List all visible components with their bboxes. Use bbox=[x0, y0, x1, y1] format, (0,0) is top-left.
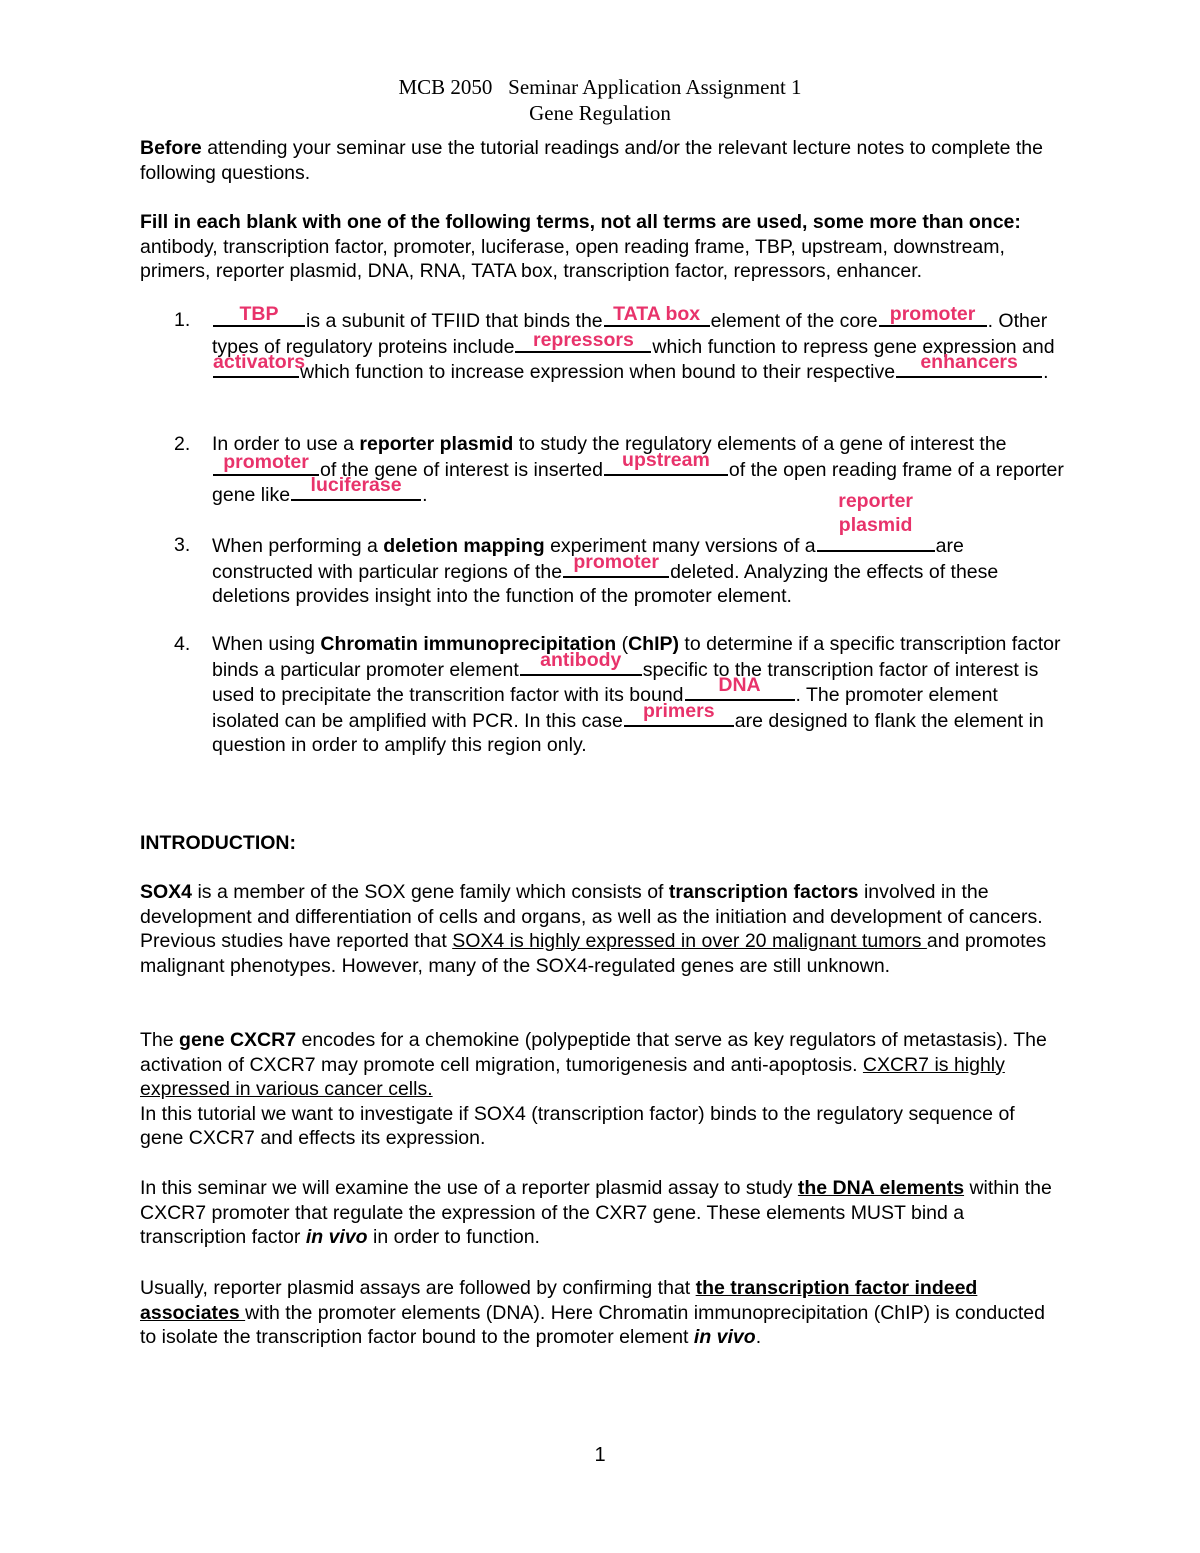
question-text-segment: to determine if a specific transcription factor binds a particular promoter element bbox=[212, 633, 1061, 681]
question-number: 2. bbox=[174, 433, 191, 455]
question-text-segment: deleted. Analyzing the effects of these deletions provides insight into the function of the promoter element. bbox=[212, 560, 999, 607]
instructions-paragraph bbox=[140, 210, 1060, 284]
question-bold-term: ChIP) bbox=[628, 633, 680, 655]
question-text-segment: which function to repress gene expression and bbox=[652, 335, 1055, 358]
question-text-segment: . The promoter element isolated can be amplified with PCR. In this case bbox=[212, 684, 998, 732]
answer-blank[interactable] bbox=[604, 303, 710, 327]
question-bold-term: reporter plasmid bbox=[359, 433, 514, 455]
question-text-segment: of the gene of interest is inserted bbox=[320, 458, 603, 481]
question-text bbox=[212, 490, 1064, 609]
answer-blank[interactable] bbox=[520, 648, 642, 676]
question-bold-term: Chromatin immunoprecipitation bbox=[320, 633, 617, 655]
text-segment: within the CXCR7 promoter that regulate the expression of the CXR7 gene. These elements MUST bind a transcription factor bbox=[140, 1177, 1052, 1248]
question-text-segment: When using bbox=[212, 633, 321, 655]
answer-text: antibody bbox=[540, 648, 622, 671]
text-segment: Usually, reporter plasmid assays are followed by confirming that bbox=[140, 1277, 696, 1299]
question-text-segment: which function to increase expression when bound to their respective bbox=[300, 361, 896, 383]
text-segment: . bbox=[755, 1326, 762, 1348]
introduction-paragraph-1 bbox=[140, 880, 1060, 978]
text-segment: In this seminar we will examine the use of a reporter plasmid assay to study bbox=[140, 1177, 798, 1199]
answer-text: promoter bbox=[223, 450, 309, 473]
answer-blank[interactable] bbox=[624, 699, 734, 727]
bold-term: transcription factors bbox=[668, 881, 859, 903]
document-subtitle: Gene Regulation bbox=[529, 101, 671, 125]
question-text-segment: In order to use a bbox=[212, 433, 360, 455]
answer-blank[interactable] bbox=[817, 490, 935, 552]
text-segment: involved in the development and differentiation of cells and organs, as well as the initiation and development of cancers. Previous studies have reported that bbox=[140, 881, 1043, 952]
before-label: Before bbox=[140, 137, 202, 159]
question-number: 4. bbox=[174, 633, 191, 655]
question-text-segment: . bbox=[987, 310, 993, 332]
question-text bbox=[212, 632, 1064, 758]
question-text-segment: . bbox=[422, 484, 428, 506]
answer-text: activators bbox=[213, 351, 306, 373]
question-text-segment: When performing a bbox=[212, 535, 384, 557]
text-segment: In this tutorial we want to investigate if SOX4 (transcription factor) binds to the regulatory sequence of gene CXCR7 and effects its expression. bbox=[140, 1102, 1015, 1149]
instructions-terms: antibody, transcription factor, promoter, luciferase, open reading frame, TBP, upstream, downstream, primers, reporter plasmid, DNA, RNA, TATA box, transcription factor, repressors, enhancer. bbox=[140, 235, 1005, 282]
document-title: MCB 2050 Seminar Application Assignment 1 bbox=[398, 75, 802, 99]
introduction-heading: INTRODUCTION: bbox=[140, 832, 296, 854]
question-text-segment: element of the core bbox=[710, 310, 878, 332]
bold-underlined-text: the DNA elements bbox=[797, 1177, 965, 1199]
text-segment: encodes for a chemokine (polypeptide that serve as key regulators of metastasis). The activation of CXCR7 may promote cell migration, tumorigenesis and anti-apoptosis. bbox=[140, 1029, 1047, 1076]
bold-italic-text: in vivo bbox=[305, 1226, 368, 1248]
question-text-segment: experiment many versions of a bbox=[544, 535, 816, 557]
answer-blank[interactable] bbox=[896, 351, 1042, 378]
introduction-paragraph-3 bbox=[140, 1176, 1060, 1250]
answer-text: promoter bbox=[889, 303, 976, 325]
question-text bbox=[212, 303, 1064, 385]
text-segment: and promotes malignant phenotypes. However, many of the SOX4-regulated genes are still unknown. bbox=[140, 930, 1047, 977]
answer-text: upstream bbox=[622, 448, 710, 471]
answer-text: luciferase bbox=[310, 474, 402, 496]
bold-underlined-text: the transcription factor indeed associates bbox=[140, 1277, 978, 1324]
introduction-paragraph-4 bbox=[140, 1276, 1060, 1350]
question-number: 1. bbox=[174, 309, 191, 331]
answer-blank[interactable] bbox=[685, 674, 795, 701]
answer-text: promoter bbox=[573, 550, 659, 573]
answer-blank[interactable] bbox=[515, 328, 651, 353]
question-1 bbox=[174, 303, 1064, 408]
question-text-segment: . bbox=[1043, 361, 1049, 383]
answer-blank[interactable] bbox=[213, 351, 306, 378]
question-number: 3. bbox=[174, 534, 191, 556]
question-text bbox=[212, 432, 1064, 508]
text-segment: with the promoter elements (DNA). Here Chromatin immunoprecipitation (ChIP) is conducted to isolate the transcription factor bound to the promoter element bbox=[140, 1301, 1045, 1348]
sox4-term: SOX4 bbox=[140, 881, 193, 903]
question-bold-term: deletion mapping bbox=[383, 535, 545, 557]
answer-text: repressors bbox=[533, 328, 634, 351]
page-number: 1 bbox=[594, 1444, 606, 1466]
question-text-segment: ( bbox=[616, 633, 629, 655]
answer-text: enhancers bbox=[920, 351, 1018, 373]
answer-blank[interactable] bbox=[291, 474, 421, 501]
question-text-segment: specific to the transcription factor of interest is used to precipitate the transcrition factor with its bound bbox=[212, 658, 1039, 706]
answer-text: TBP bbox=[239, 303, 279, 325]
question-text-segment: to study the regulatory elements of a gene of interest the bbox=[513, 433, 1007, 455]
introduction-paragraph-2 bbox=[140, 1028, 1060, 1151]
question-text-segment: of the open reading frame of a reporter gene like bbox=[212, 458, 1064, 506]
text-segment: in order to function. bbox=[367, 1226, 540, 1248]
question-3 bbox=[174, 490, 1064, 613]
question-text-segment: are designed to flank the element in question in order to amplify this region only. bbox=[212, 709, 1044, 756]
answer-text: DNA bbox=[718, 674, 761, 696]
underlined-text: CXCR7 is highly expressed in various cancer cells. bbox=[140, 1053, 1005, 1100]
answer-blank[interactable] bbox=[563, 550, 669, 578]
bold-term: gene CXCR7 bbox=[179, 1029, 297, 1051]
intro-paragraph bbox=[140, 136, 1060, 185]
text-segment: The bbox=[140, 1029, 180, 1051]
question-text-segment: is a subunit of TFIID that binds the bbox=[306, 310, 603, 332]
answer-blank[interactable] bbox=[213, 450, 319, 476]
answer-blank[interactable] bbox=[213, 303, 305, 327]
answer-text-line1: reporter bbox=[838, 490, 914, 512]
question-text-segment: Other types of regulatory proteins include bbox=[212, 310, 1048, 358]
bold-italic-text: in vivo bbox=[693, 1326, 756, 1348]
question-4 bbox=[174, 632, 1064, 782]
answer-text: primers bbox=[643, 699, 715, 722]
answer-text: TATA box bbox=[613, 303, 701, 325]
answer-blank[interactable] bbox=[879, 303, 987, 327]
document-header bbox=[0, 74, 1200, 126]
question-text-segment: are constructed with particular regions of the bbox=[212, 535, 964, 583]
instructions-bold: Fill in each blank with one of the following terms, not all terms are used, some more than once: bbox=[140, 211, 1021, 233]
text-segment: is a member of the SOX gene family which consists of bbox=[192, 881, 669, 903]
answer-text-line2: plasmid bbox=[838, 514, 913, 536]
underlined-text: SOX4 is highly expressed in over 20 malignant tumors bbox=[452, 930, 927, 952]
answer-blank[interactable] bbox=[604, 448, 728, 476]
before-text: attending your seminar use the tutorial readings and/or the relevant lecture notes to complete the following questions. bbox=[140, 137, 1043, 184]
